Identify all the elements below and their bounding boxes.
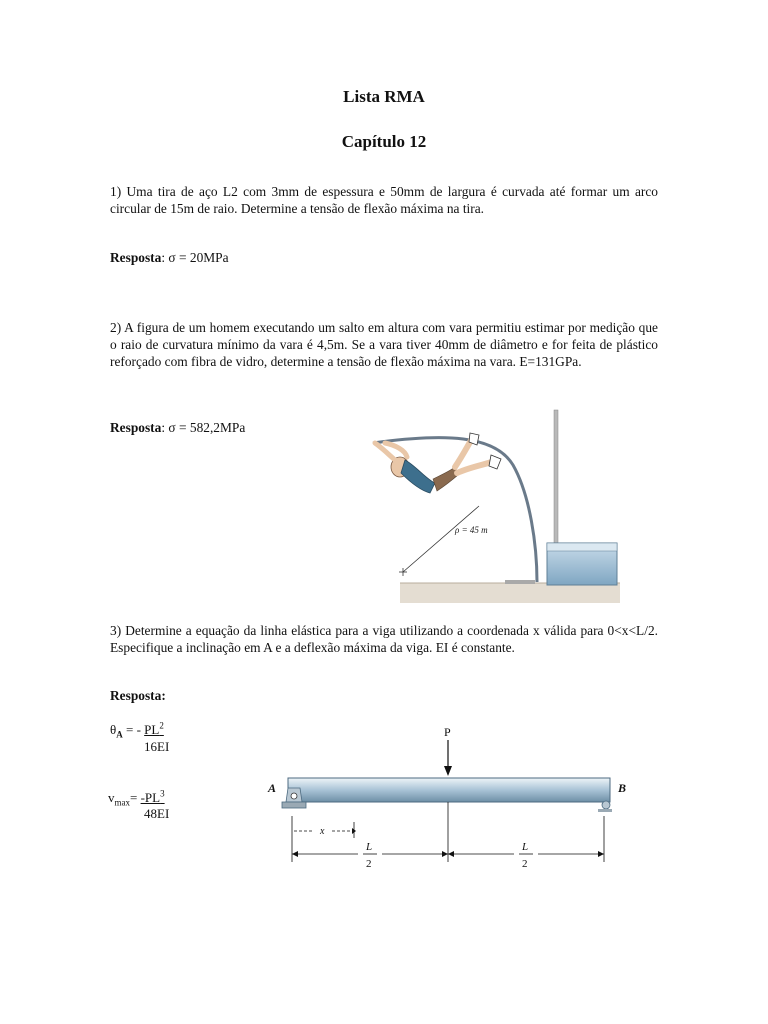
vmax-equals: = bbox=[130, 790, 141, 805]
vmax-exponent: 3 bbox=[160, 788, 165, 799]
load-label: P bbox=[444, 725, 451, 739]
document-title: Lista RMA bbox=[343, 87, 425, 106]
question-2-text: 2) A figura de um homem executando um salto em altura com vara permitiu estimar por medição que o raio de curvatura mínimo da vara é 4,5m. Se a vara tiver 40mm de diâmetro e for feita de plástico reforçado com fibra de vidro, determine a tensão de flexão máxima na vara. E=131GPa. bbox=[110, 320, 658, 369]
x-coordinate-label: x bbox=[320, 826, 325, 837]
question-1-answer bbox=[110, 250, 229, 266]
theta-subscript: A bbox=[116, 729, 123, 740]
question-3-text: 3) Determine a equação da linha elástica para a viga utilizando a coordenada x válida para 0<x<L/2. Especifique a inclinação em A e a deflexão máxima da viga. EI é constante. bbox=[110, 623, 658, 655]
support-a-label: A bbox=[268, 781, 277, 795]
beam-figure bbox=[258, 716, 650, 880]
left-span-denominator: 2 bbox=[366, 858, 372, 870]
vmax-formula bbox=[108, 790, 165, 806]
answer-label: Resposta bbox=[110, 420, 162, 435]
theta-symbol: θ bbox=[110, 722, 117, 737]
radius-line bbox=[403, 506, 479, 572]
theta-exponent: 2 bbox=[159, 720, 164, 731]
question-2-answer bbox=[110, 420, 245, 436]
vmax-denominator: 48EI bbox=[144, 806, 170, 821]
right-span-numerator: L bbox=[522, 841, 529, 853]
beam bbox=[288, 778, 610, 802]
question-3-answer-label: Resposta: bbox=[110, 688, 166, 703]
support-b-label: B bbox=[618, 781, 627, 795]
theta-equals: = - bbox=[122, 722, 145, 737]
answer-value: : σ = 20MPa bbox=[161, 250, 229, 265]
radius-label: ρ = 45 m bbox=[455, 525, 488, 535]
pole-vault-figure bbox=[355, 405, 620, 603]
answer-value: : σ = 582,2MPa bbox=[161, 420, 246, 435]
vmax-numerator: -PL bbox=[140, 790, 161, 805]
question-1-text: 1) Uma tira de aço L2 com 3mm de espessura e 50mm de largura é curvada até formar um arco circular de 15m de raio. Determine a tensão de flexão máxima na tira. bbox=[110, 184, 658, 216]
right-span-denominator: 2 bbox=[522, 858, 528, 870]
chapter-title: Capítulo 12 bbox=[341, 132, 427, 151]
vmax-subscript: max bbox=[114, 797, 130, 808]
theta-denominator: 16EI bbox=[144, 739, 170, 754]
roller-support-b bbox=[598, 801, 612, 812]
theta-numerator: PL bbox=[144, 722, 160, 737]
ground bbox=[400, 583, 620, 603]
left-span-numerator: L bbox=[366, 841, 373, 853]
theta-a-formula bbox=[110, 722, 164, 738]
vmax-symbol: v bbox=[108, 790, 115, 805]
answer-label: Resposta bbox=[110, 250, 162, 265]
